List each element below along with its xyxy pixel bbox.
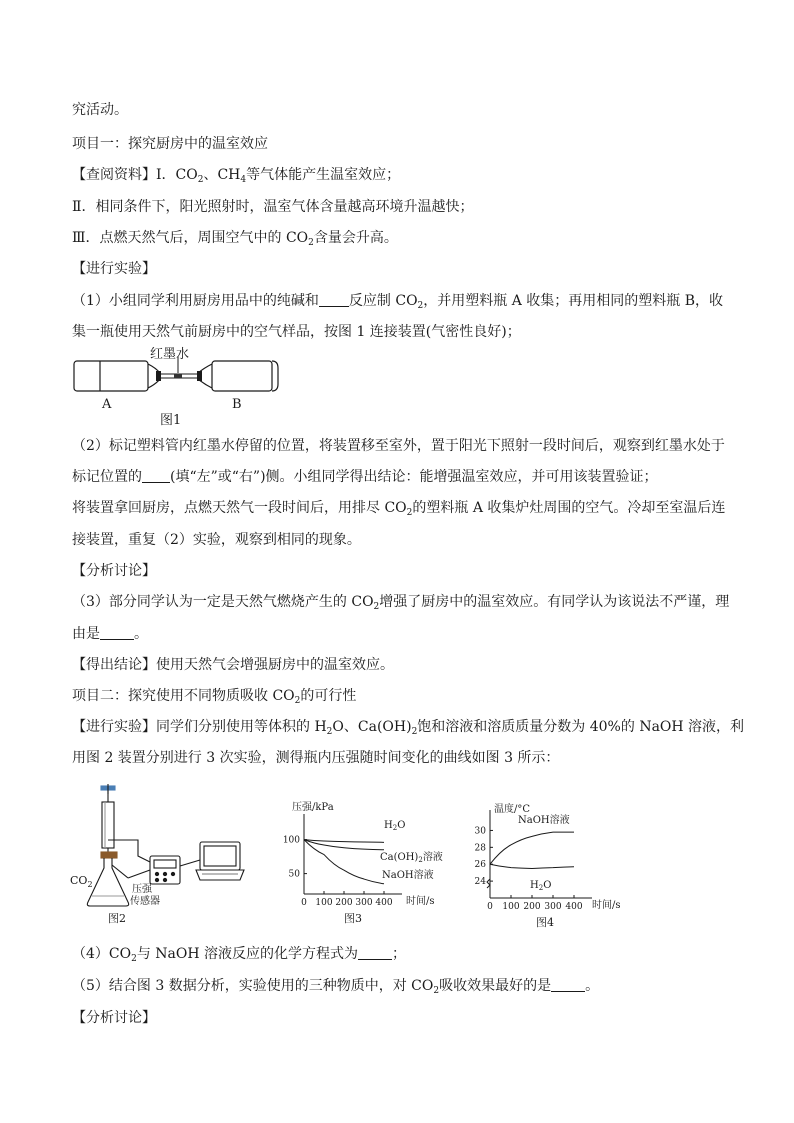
series-label-caoh2: $Ca(OH)_2$溶液 — [380, 852, 443, 864]
x-tick-label: 100 — [502, 902, 520, 912]
label-b: B — [232, 397, 242, 412]
text-line: Ⅲ．点燃天然气后，周围空气中的 $CO_2$含量会升高。 — [72, 230, 398, 248]
figure-caption: 图4 — [536, 916, 554, 929]
pressure-sensor — [128, 856, 180, 884]
text-line: 标记位置的 (填“左”或“右”)侧。小组同学得出结论：能增强温室效应，并可用该装置验证； — [72, 469, 658, 485]
x-tick-label: 300 — [355, 898, 373, 908]
question-4: $(4)CO_2$与 NaOH 溶液反应的化学方程式为 ； — [72, 946, 407, 964]
figure-caption: 图3 — [344, 912, 362, 925]
y-tick-label: 50 — [288, 869, 300, 880]
series-line-2 — [304, 840, 384, 884]
sensor-label-2: 传感器 — [130, 896, 160, 907]
syringe — [101, 786, 115, 856]
text-line: 将装置拿回厨房，点燃天然气一段时间后，用排尽 $CO_2$的塑料瓶 A 收集炉灶周围的空气。冷却至室温后连 — [72, 500, 726, 518]
section-heading: 【分析讨论】 — [72, 563, 156, 579]
series-label-naoh: NaOH溶液 — [382, 870, 434, 881]
flask — [87, 852, 128, 906]
x-tick-label: 200 — [523, 902, 541, 912]
x-axis-label: 时间/s — [592, 900, 621, 911]
answer-blank[interactable] — [100, 625, 134, 640]
section-heading: 项目一：探究厨房中的温室效应 — [72, 136, 268, 152]
question-3: （3）部分同学认为一定是天然气燃烧产生的 $CO_2$增强了厨房中的温室效应。有同学认为该说法不严谨，理 — [72, 594, 730, 612]
question-1: （1）小组同学利用厨房用品中的纯碱和 反应制 $CO_2$，并用塑料瓶 A 收集；再用相同的塑料瓶 B，收 — [72, 293, 724, 311]
figure-4-temperature-chart — [470, 802, 638, 932]
x-tick-label: 200 — [335, 898, 353, 908]
y-tick-label: 30 — [474, 826, 486, 837]
y-tick-label: 24 — [474, 877, 486, 888]
series-label-h2o: $H_2O$ — [530, 880, 552, 892]
section-heading: 【进行实验】 — [72, 261, 156, 277]
text-line: 用图 2 装置分别进行 3 次实验，测得瓶内压强随时间变化的曲线如图 3 所示： — [72, 750, 560, 766]
y-tick-label: 100 — [282, 835, 300, 846]
x-axis-label: 时间/s — [406, 896, 435, 907]
text-line: 究活动。 — [72, 102, 128, 118]
question-2: （2）标记塑料管内红墨水停留的位置，将装置移至室外，置于阳光下照射一段时间后，观察到红墨水处于 — [72, 438, 725, 454]
bottle-a — [74, 361, 160, 391]
figure-1-apparatus — [70, 346, 290, 430]
series-line-1 — [304, 840, 384, 850]
text-line: 【查阅资料】Ⅰ．$CO_2$、$CH_4$等气体能产生温室效应； — [72, 167, 401, 185]
answer-blank[interactable] — [319, 292, 349, 307]
text-line: 【得出结论】使用天然气会增强厨房中的温室效应。 — [72, 657, 394, 673]
co2-label: $CO_2$ — [70, 874, 93, 889]
text-line: 接装置，重复（2）实验，观察到相同的现象。 — [72, 532, 361, 548]
label-a: A — [102, 397, 112, 412]
x-tick-label: 400 — [565, 902, 583, 912]
answer-blank[interactable] — [551, 977, 585, 992]
x-tick-label: 100 — [315, 898, 333, 908]
red-ink-label: 红墨水 — [150, 347, 190, 362]
x-tick-label: 400 — [375, 898, 393, 908]
text-line: Ⅱ．相同条件下，阳光照射时，温室气体含量越高环境升温越快； — [72, 199, 474, 215]
answer-blank[interactable] — [358, 945, 392, 960]
series-line-1 — [490, 864, 574, 868]
y-tick-label: 26 — [474, 860, 486, 871]
section-heading: 项目二：探究使用不同物质吸收 $CO_2$的可行性 — [72, 688, 357, 706]
figure-3-pressure-chart — [278, 798, 454, 928]
figure-caption: 图1 — [160, 413, 182, 428]
series-line-0 — [490, 832, 574, 864]
section-heading: 【分析讨论】 — [72, 1010, 156, 1026]
text-line: 【进行实验】同学们分别使用等体积的 $H_2O$、$Ca(OH)_2$饱和溶液和溶质质量分数为 40%的 NaOH 溶液，利 — [72, 719, 745, 737]
x-tick-label: 0 — [487, 902, 493, 912]
series-label-naoh: NaOH溶液 — [518, 815, 570, 826]
y-tick-label: 28 — [474, 843, 486, 854]
y-axis-label: 温度/°C — [494, 804, 531, 815]
question-5: （5）结合图 3 数据分析，实验使用的三种物质中，对 $CO_2$吸收效果最好的是 。 — [72, 978, 600, 996]
text-line: 由是 。 — [72, 626, 148, 642]
answer-blank[interactable] — [142, 468, 170, 483]
bottle-b — [198, 361, 278, 391]
text-line: 集一瓶使用天然气前厨房中的空气样品，按图 1 连接装置(气密性良好)； — [72, 324, 521, 340]
y-axis-label: 压强/kPa — [292, 802, 334, 813]
series-label-h2o: $H_2O$ — [384, 820, 406, 832]
figure-2-apparatus — [68, 780, 250, 928]
sensor-label-1: 压强 — [132, 884, 152, 895]
x-tick-label: 0 — [301, 898, 307, 908]
x-tick-label: 300 — [544, 902, 562, 912]
figure-caption: 图2 — [108, 912, 126, 925]
series-line-0 — [304, 840, 384, 843]
